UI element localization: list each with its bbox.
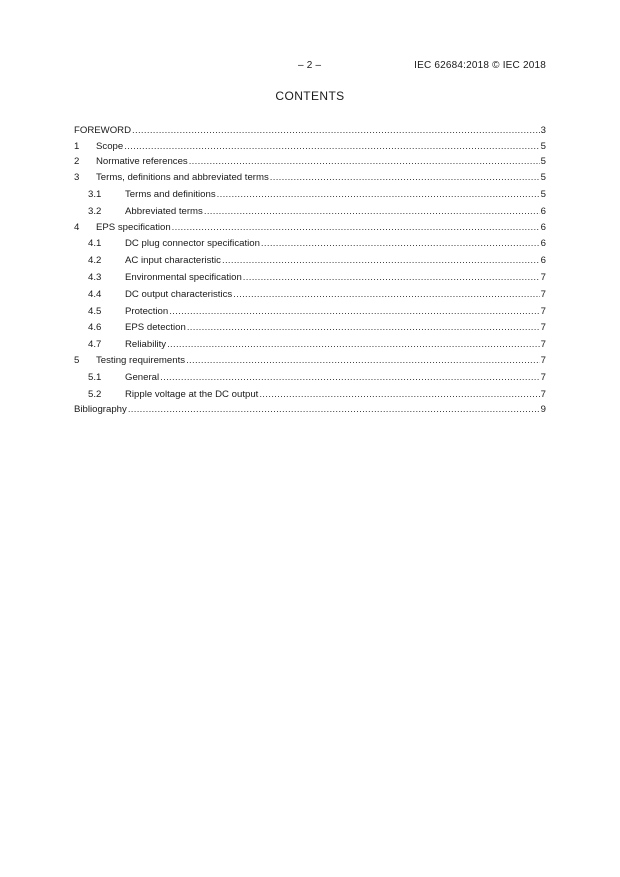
toc-dot-leader	[204, 206, 540, 218]
toc-section-number: 4.4	[88, 288, 102, 300]
toc-item	[74, 385, 546, 401]
toc-dot-leader	[189, 156, 540, 168]
toc-dot-leader	[222, 255, 540, 267]
toc-page-number: 7	[540, 322, 546, 334]
toc-page-number: 7	[540, 354, 546, 366]
toc-item	[74, 302, 546, 318]
toc-item	[74, 185, 546, 201]
toc-section-number: 4	[74, 221, 80, 233]
toc-page-number: 5	[540, 140, 546, 152]
toc-section-title: Reliability	[125, 339, 167, 351]
toc-dot-leader	[169, 306, 539, 318]
toc-page-number: 7	[540, 371, 546, 383]
toc-section-title: Ripple voltage at the DC output	[125, 388, 259, 400]
toc-page-number: 7	[540, 388, 546, 400]
toc-section-title: Bibliography	[74, 404, 127, 416]
toc-entry-link[interactable]	[74, 385, 546, 401]
toc-page-number: 7	[540, 305, 546, 317]
toc-item	[74, 335, 546, 351]
toc-section-number: 5.2	[88, 388, 102, 400]
toc-entry-link[interactable]	[74, 202, 546, 218]
toc-section-title: Protection	[125, 305, 169, 317]
toc-entry-link[interactable]	[74, 185, 546, 201]
toc-entry-link[interactable]	[74, 153, 546, 169]
toc-section-number: 4.7	[88, 339, 102, 351]
toc-page-number: 7	[540, 288, 546, 300]
toc-page-number: 7	[540, 339, 546, 351]
toc-item	[74, 202, 546, 218]
toc-entry-link[interactable]	[74, 302, 546, 318]
toc-dot-leader	[261, 238, 540, 250]
toc-section-title: DC output characteristics	[125, 288, 233, 300]
toc-item	[74, 268, 546, 284]
toc-section-number: 4.2	[88, 255, 102, 267]
toc-item	[74, 368, 546, 384]
toc-section-title: Abbreviated terms	[125, 205, 203, 217]
toc-section-number: 3.1	[88, 188, 102, 200]
toc-dot-leader	[186, 355, 540, 367]
toc-page-number: 5	[540, 172, 546, 184]
toc-entry-link[interactable]	[74, 168, 546, 184]
toc-item	[74, 153, 546, 169]
toc-section-number: 4.3	[88, 271, 102, 283]
toc-item	[74, 218, 546, 234]
toc-entry-link[interactable]	[74, 285, 546, 301]
toc-section-number: 4.1	[88, 238, 102, 250]
toc-entry-link[interactable]	[74, 368, 546, 384]
toc-section-title: General	[125, 371, 160, 383]
toc-page-number: 5	[540, 156, 546, 168]
toc-entry-link[interactable]	[74, 401, 546, 417]
toc-dot-leader	[128, 404, 540, 416]
toc-section-title: Scope	[96, 140, 124, 152]
toc-item	[74, 285, 546, 301]
page-number: – 2 –	[298, 60, 322, 71]
toc-dot-leader	[160, 372, 540, 384]
toc-page-number: 5	[540, 188, 546, 200]
toc-section-number: 5	[74, 354, 80, 366]
toc-page-number: 6	[540, 255, 546, 267]
toc-dot-leader	[233, 289, 539, 301]
toc-item	[74, 121, 546, 137]
toc-section-number: 3.2	[88, 205, 102, 217]
toc-section-title: Testing requirements	[96, 354, 186, 366]
toc-section-number: 2	[74, 156, 80, 168]
toc-section-title: AC input characteristic	[125, 255, 221, 267]
toc-dot-leader	[172, 222, 540, 234]
toc-section-title: Environmental specification	[125, 271, 242, 283]
toc-page-number: 6	[540, 205, 546, 217]
contents-heading: CONTENTS	[275, 89, 345, 103]
toc-item	[74, 401, 546, 417]
toc-item	[74, 319, 546, 335]
toc-dot-leader	[217, 189, 540, 201]
toc-entry-link[interactable]	[74, 351, 546, 367]
toc-item	[74, 168, 546, 184]
toc-section-number: 4.5	[88, 305, 102, 317]
toc-entry-link[interactable]	[74, 121, 546, 137]
toc-section-title: FOREWORD	[74, 124, 132, 136]
toc-dot-leader	[167, 339, 540, 351]
toc-section-title: EPS detection	[125, 322, 186, 334]
toc-entry-link[interactable]	[74, 137, 546, 153]
toc-dot-leader	[270, 172, 540, 184]
toc-section-title: EPS specification	[96, 221, 171, 233]
toc-dot-leader	[259, 389, 539, 401]
toc-section-number: 4.6	[88, 322, 102, 334]
toc-entry-link[interactable]	[74, 335, 546, 351]
document-reference: IEC 62684:2018 © IEC 2018	[414, 60, 546, 71]
table-of-contents	[74, 121, 546, 416]
toc-page-number: 7	[540, 271, 546, 283]
toc-dot-leader	[132, 125, 540, 137]
toc-entry-link[interactable]	[74, 268, 546, 284]
toc-page-number: 3	[540, 124, 546, 136]
toc-dot-leader	[187, 322, 540, 334]
toc-page-number: 9	[540, 404, 546, 416]
toc-page-number: 6	[540, 238, 546, 250]
toc-page-number: 6	[540, 221, 546, 233]
toc-section-title: Normative references	[96, 156, 188, 168]
toc-section-number: 1	[74, 140, 80, 152]
toc-section-number: 5.1	[88, 371, 102, 383]
toc-item	[74, 351, 546, 367]
toc-dot-leader	[124, 141, 539, 153]
toc-section-title: Terms, definitions and abbreviated terms	[96, 172, 269, 184]
toc-entry-link[interactable]	[74, 319, 546, 335]
toc-section-title: DC plug connector specification	[125, 238, 260, 250]
toc-item	[74, 251, 546, 267]
toc-entry-link[interactable]	[74, 251, 546, 267]
toc-entry-link[interactable]	[74, 218, 546, 234]
toc-section-number: 3	[74, 172, 80, 184]
toc-section-title: Terms and definitions	[125, 188, 216, 200]
toc-entry-link[interactable]	[74, 235, 546, 251]
toc-item	[74, 137, 546, 153]
toc-dot-leader	[243, 272, 540, 284]
toc-item	[74, 235, 546, 251]
